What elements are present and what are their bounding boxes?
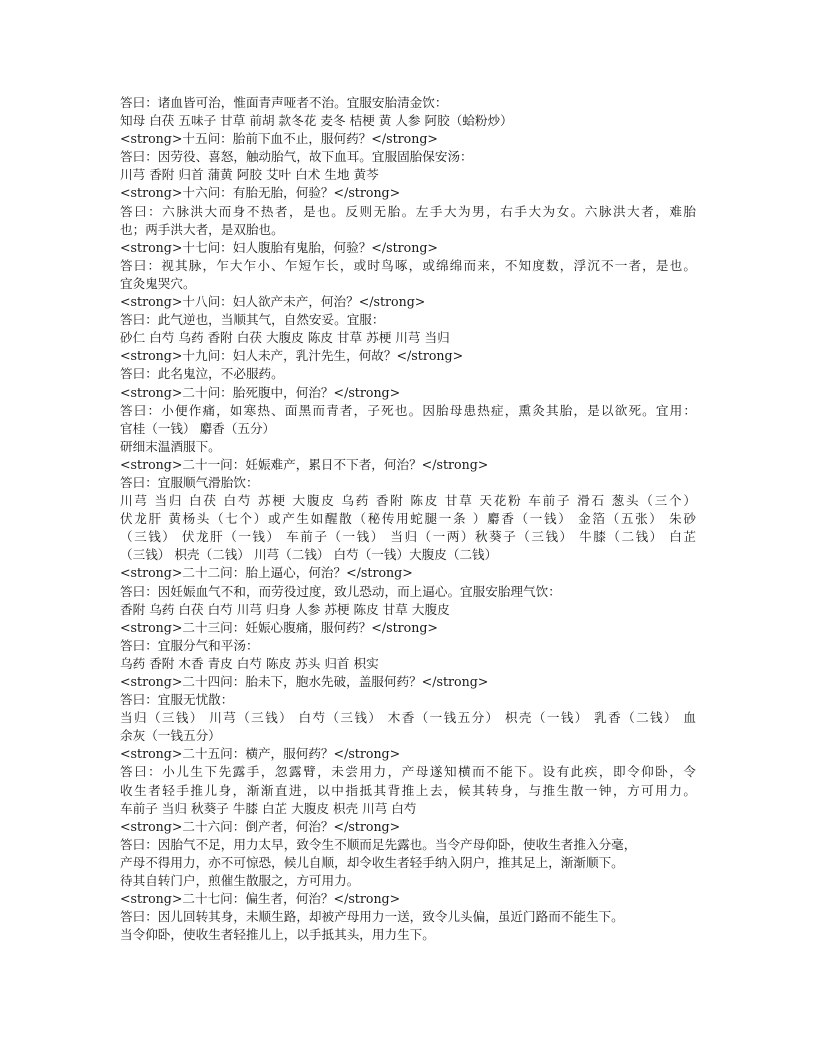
text-line: 川芎 当归 白茯 白芍 苏梗 大腹皮 乌药 香附 陈皮 甘草 天花粉 车前子 滑石 葱头（三个） [120,493,696,509]
text-line: 答曰：因胎气不足，用力太早，致令生不顺而足先露也。当令产母仰卧，使收生者推入分毫， [120,836,637,852]
text-line: 产母不得用力，亦不可惊恐，候儿自顺，却令收生者轻手纳入阴户，推其足上，渐渐顺下。 [120,854,624,870]
text-line: 官桂（一钱） 麝香（五分） [120,420,276,436]
text-line: 研细末温酒服下。 [120,438,221,454]
text-line: 答曰：此名鬼泣，不必服药。 [120,366,284,382]
text-line: （三钱） 枳壳（二钱） 川芎（二钱） 白芍（一钱）大腹皮（二钱） [120,547,498,563]
text-line: <strong>二十问：胎死腹中，何治？</strong> [120,384,401,400]
text-line: （三钱） 伏龙肝（一钱） 车前子（一钱） 当归（一两）秋葵子（三钱） 牛膝（二钱） 白芷 [120,529,696,545]
text-line: 伏龙肝 黄杨头（七个）或产生如醒散（秘传用蛇腿一条 ）麝香（一钱） 金箔（五张） 朱砂 [120,511,696,527]
text-line: 川芎 香附 归首 蒲黄 阿胶 艾叶 白术 生地 黄芩 [120,167,379,183]
text-line: <strong>二十三问：妊娠心腹痛，服何药？</strong> [120,619,438,635]
text-line: 乌药 香附 木香 青皮 白芍 陈皮 苏头 归首 枳实 [120,655,379,671]
text-line: 宜灸鬼哭穴。 [120,275,196,291]
text-line: <strong>二十二问：胎上逼心，何治？</strong> [120,565,413,581]
text-line: <strong>二十七问：偏生者，何治？</strong> [120,891,401,907]
text-line: 答曰：宜服顺气滑胎饮： [120,474,259,490]
text-line: 答曰：视其脉，乍大乍小、乍短乍长，或时鸟啄，或绵绵而来，不知度数，浮沉不一者，是也。 [120,257,696,273]
text-line: 车前子 当归 秋葵子 牛膝 白芷 大腹皮 枳壳 川芎 白芍 [120,800,417,816]
text-line: 答曰：因劳役、喜怒，触动胎气，故下血耳。宜服固胎保安汤： [120,149,473,165]
text-line: 砂仁 白芍 乌药 香附 白茯 大腹皮 陈皮 甘草 苏梗 川芎 当归 [120,330,450,346]
text-line: 当归（三钱） 川芎（三钱） 白芍（三钱） 木香（一钱五分） 枳壳（一钱） 乳香（二钱） 血 [120,710,696,726]
text-line: 待其自转门户，煎催生散服之，方可用力。 [120,873,360,889]
text-line: 收生者轻手推儿身，渐渐直进，以中指抵其背推上去，候其转身，与推生散一钟，方可用力。 [120,782,696,798]
text-line: 香附 乌药 白茯 白芍 川芎 归身 人参 苏梗 陈皮 甘草 大腹皮 [120,601,450,617]
text-line: <strong>十六问：有胎无胎，何验？</strong> [120,185,401,201]
text-line: 答曰：六脉洪大而身不热者，是也。反则无胎。左手大为男，右手大为女。六脉洪大者，难胎 [120,203,696,219]
text-line: <strong>二十六问：倒产者，何治？</strong> [120,818,401,834]
text-line: <strong>十七问：妇人腹胎有鬼胎，何验？</strong> [120,239,438,255]
text-line: 知母 白茯 五味子 甘草 前胡 款冬花 麦冬 桔梗 黄 人参 阿胶（蛤粉炒） [120,113,513,129]
text-line: 答曰：此气逆也，当顺其气，自然安妥。宜服： [120,312,385,328]
text-line: 答曰：宜服分气和平汤： [120,637,259,653]
text-line: <strong>二十一问：妊娠难产，累日不下者，何治？</strong> [120,456,489,472]
text-line: <strong>十九问：妇人未产，乳汁先生，何故？</strong> [120,348,464,364]
text-line: 答曰：宜服无忧散： [120,692,234,708]
text-line: <strong>十八问：妇人欲产未产，何治？</strong> [120,294,426,310]
text-line: 答曰：小便作痛，如寒热、面黑而青者，子死也。因胎母患热症，熏灸其胎，是以欲死。宜用： [120,402,696,418]
text-line: 也；两手洪大者，是双胎也。 [120,221,284,237]
text-line: 当令仰卧，使收生者轻推儿上，以手抵其头，用力生下。 [120,927,435,943]
text-line: <strong>二十四问：胎未下，胞水先破，盖服何药？</strong> [120,674,489,689]
text-line: 答曰：因儿回转其身，未顺生路，却被产母用力一送，致令儿头偏，虽近门路而不能生下。 [120,909,624,925]
text-line: 答曰：因妊娠血气不和，而劳役过度，致儿恐动，而上逼心。宜服安胎理气饮： [120,583,561,599]
text-line: <strong>十五问：胎前下血不止，服何药？</strong> [120,131,438,147]
text-line: <strong>二十五问：横产，服何药？</strong> [120,746,401,762]
text-line: 答曰：诸血皆可治，惟面青声哑者不治。宜服安胎清金饮： [120,95,448,110]
text-line: 答曰：小儿生下先露手，忽露臂，未尝用力，产母遂知横而不能下。设有此疾，即令仰卧，令 [120,764,696,780]
text-line: 余灰（一钱五分） [120,728,221,744]
